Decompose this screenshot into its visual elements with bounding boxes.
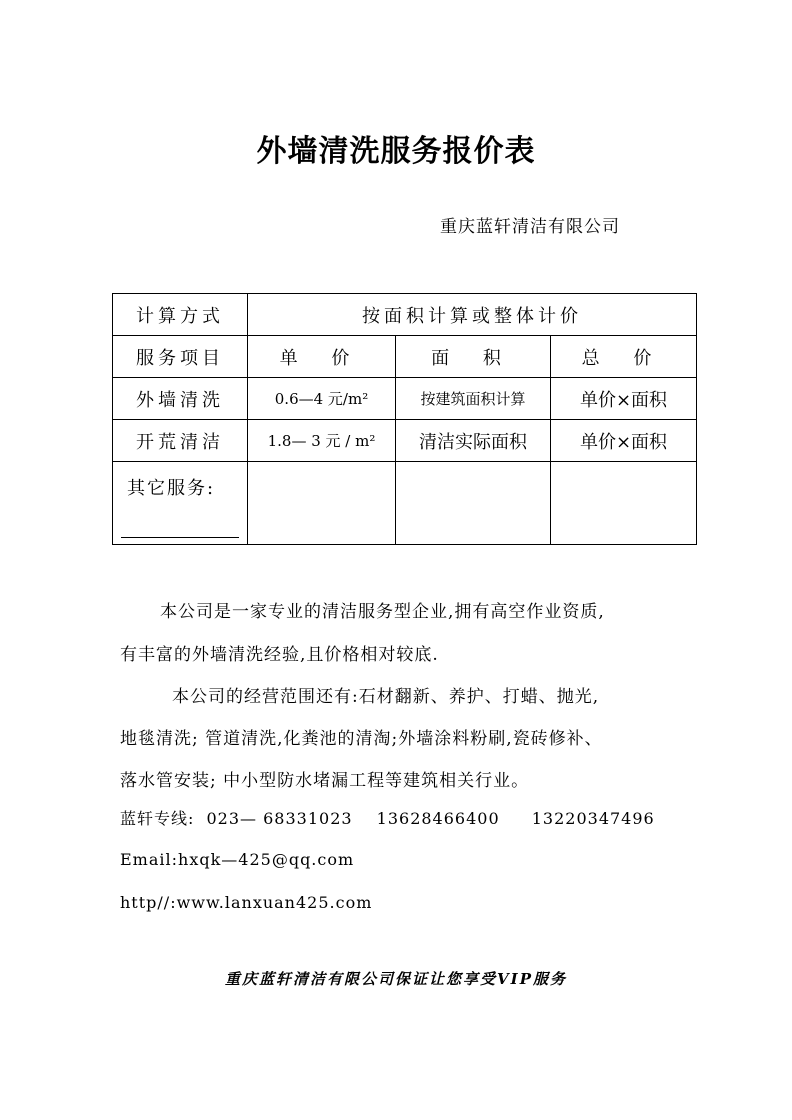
calc-method-label: 计算方式 <box>113 294 248 336</box>
unit-price: 1.8— 3 元 / m² <box>248 420 396 462</box>
paragraph-line: 有丰富的外墙清洗经验,且价格相对较底. <box>120 645 439 665</box>
company-name: 重庆蓝轩清洁有限公司 <box>440 217 620 237</box>
paragraph-line: 本公司的经营范围还有:石材翻新、养护、打蜡、抛光, <box>172 687 600 707</box>
area-method: 按建筑面积计算 <box>396 378 551 420</box>
page-title: 外墙清洗服务报价表 <box>256 134 536 169</box>
paragraph-line: 地毯清洗; 管道清洗,化粪池的清淘;外墙涂料粉刷,瓷砖修补、 <box>120 729 603 749</box>
total-formula: 单价×面积 <box>551 378 697 420</box>
other-services-cell <box>113 462 248 545</box>
email: Email:hxqk—425@qq.com <box>120 850 355 869</box>
total-formula: 单价×面积 <box>551 420 697 462</box>
empty-cell <box>248 462 396 545</box>
service-item: 外墙清洗 <box>113 378 248 420</box>
paragraph-line: 本公司是一家专业的清洁服务型企业,拥有高空作业资质, <box>160 602 605 622</box>
service-item-header: 服务项目 <box>113 336 248 378</box>
other-services-label: 其它服务: <box>127 478 216 499</box>
phone-number: 023— 68331023 <box>206 809 353 828</box>
unit-price: 0.6—4 元/m² <box>248 378 396 420</box>
phone-number: 13628466400 <box>376 809 500 828</box>
table-row <box>113 420 697 462</box>
phone-number: 13220347496 <box>531 809 655 828</box>
paragraph-line: 落水管安装; 中小型防水堵漏工程等建筑相关行业。 <box>120 771 530 791</box>
price-table <box>112 293 697 545</box>
table-row <box>113 294 697 336</box>
footer-slogan: 重庆蓝轩清洁有限公司保证让您享受VIP服务 <box>225 970 567 988</box>
unit-price-header: 单 价 <box>248 336 396 378</box>
area-method: 清洁实际面积 <box>396 420 551 462</box>
table-row <box>113 462 697 545</box>
fill-in-line <box>121 537 239 538</box>
empty-cell <box>396 462 551 545</box>
total-price-header: 总 价 <box>551 336 697 378</box>
service-item: 开荒清洁 <box>113 420 248 462</box>
hotline-row <box>120 806 655 829</box>
area-header: 面 积 <box>396 336 551 378</box>
website: http//:www.lanxuan425.com <box>120 893 373 912</box>
table-header-row <box>113 336 697 378</box>
hotline-label: 蓝轩专线: <box>120 809 195 828</box>
table-row <box>113 378 697 420</box>
calc-method-value: 按面积计算或整体计价 <box>248 294 697 336</box>
empty-cell <box>551 462 697 545</box>
